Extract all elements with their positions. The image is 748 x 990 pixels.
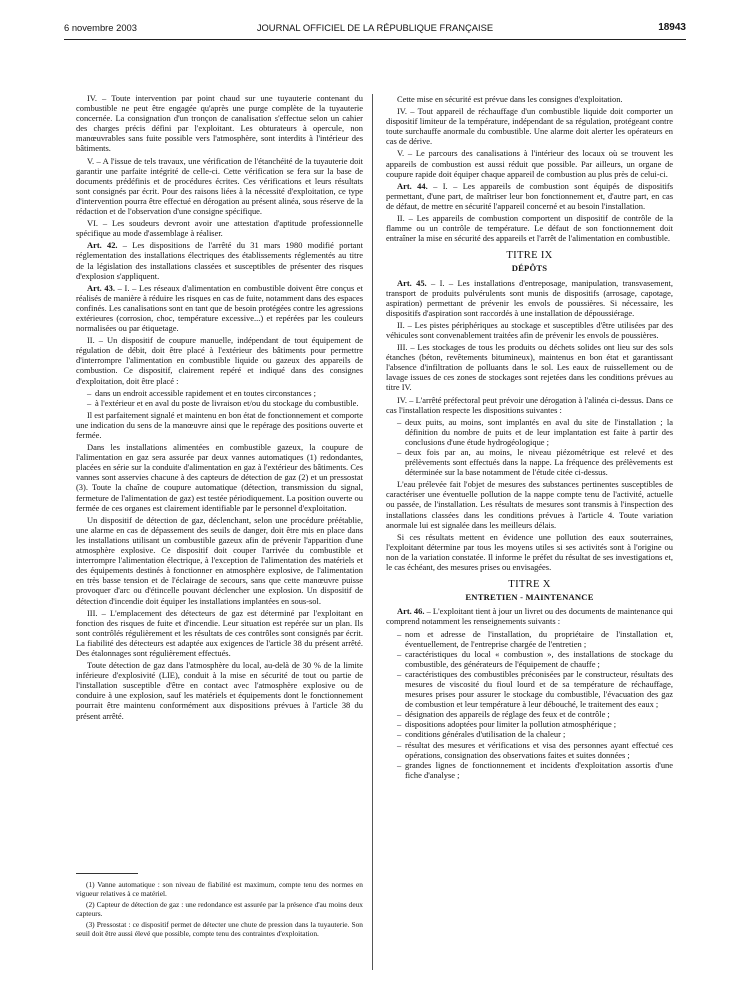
paragraph: IV. – Tout appareil de réchauffage d'un combustible liquide doit comporter un dispositif limiteur de la température, indépendant de sa régulation, protégeant contre toute surchauffe anormale du combustible. Une alarme doit alerter les opérateurs en cas de dérive. <box>386 106 673 147</box>
paragraph: II. – Les appareils de combustion comportent un dispositif de contrôle de la flamme ou un contrôle de température. Le défaut de son fonctionnement doit entraîner la mise en sécurité des appareils et l'arrêt de l'alimentation en combustible. <box>386 213 673 244</box>
dash-list <box>386 629 673 780</box>
list-item: – caractéristiques des combustibles préconisées par le constructeur, résultats des mesures de viscosité du fioul lourd et de sa température de réchauffage, mesures prises pour assurer le stockage du combustible, l'évacuation des gaz de combustion et leur température à leur débouché, le traitement des eaux ; <box>397 669 673 709</box>
paragraph: Si ces résultats mettent en évidence une pollution des eaux souterraines, l'exploitant détermine par tous les moyens utiles si ses activités sont à l'origine ou non de la variation constatée. Il informe le préfet du résultat de ses investigations et, le cas échéant, des mesures prises ou envisagées. <box>386 531 673 573</box>
paragraph: V. – Le parcours des canalisations à l'intérieur des locaux où se trouvent les appareils de combustion est aussi réduit que possible. Par ailleurs, un organe de coupure rapide doit équiper chaque appareil de combustion au plus près de celui-ci. <box>386 148 673 179</box>
list-item: – à l'extérieur et en aval du poste de livraison et/ou du stockage du combustible. <box>87 398 363 408</box>
footnote: (1) Vanne automatique : son niveau de fiabilité est maximum, compte tenu des normes en vigueur relatives à ce matériel. <box>76 880 363 899</box>
paragraph: Un dispositif de détection de gaz, déclenchant, selon une procédure préétablie, une alarme en cas de dépassement des seuils de danger, doit être mis en place dans les installations utilisant un combustible gazeux afin de prévenir l'apparition d'une atmosphère explosive. Ce dispositif doit couper l'arrivée du combustible et interrompre l'alimentation électrique, à l'exception de l'alimentation des matériels et des équipements destinés à fonctionner en atmosphère explosive, de l'alimentation en très basse tension et de l'éclairage de secours, sans que cette manœuvre puisse provoquer d'arc ou d'étincelle pouvant déclencher une explosion. Un dispositif de détection d'incendie doit équiper les installations implantées en sous-sol. <box>76 514 363 606</box>
article-label: Art. 42. <box>87 240 118 251</box>
footnote: (2) Capteur de détection de gaz : une redondance est assurée par la présence d'au moins deux capteurs. <box>76 900 363 919</box>
article-text: – Les dispositions de l'arrêté du 31 mars 1980 modifié portant réglementation des installations électriques des établissements réglementés au titre de la législation des installations classées et susceptibles de présenter des risques d'explosion s'appliquent. <box>76 240 363 281</box>
article-43 <box>76 283 363 333</box>
article-label: Art. 46. <box>397 606 425 617</box>
footnote-rule <box>76 873 138 874</box>
paragraph: II. – Un dispositif de coupure manuelle, indépendant de tout équipement de régulation de débit, doit être placé à l'extérieur des bâtiments pour permettre d'interrompre l'alimentation en combustible liquide ou gazeux des appareils de combustion. Ce dispositif, clairement repéré et indiqué dans des consignes d'exploitation, doit être placé : <box>76 335 363 386</box>
header-date: 6 novembre 2003 <box>64 22 137 33</box>
article-44 <box>386 181 673 211</box>
list-item: – grandes lignes de fonctionnement et incidents d'exploitation assortis d'une fiche d'analyse ; <box>397 760 673 780</box>
article-text: – L'exploitant tient à jour un livret ou des documents de maintenance qui comprend notamment les renseignements suivants : <box>386 606 673 627</box>
paragraph: V. – A l'issue de tels travaux, une vérification de l'étanchéité de la tuyauterie doit garantir une parfaite intégrité de celle-ci. Cette vérification se fera sur la base de documents prédéfinis et de procédures écrites. Ces vérifications et leurs résultats sont consignés par écrit. Pour des raisons liées à la nécessité d'exploitation, ce type d'intervention pourra être effectué en dérogation au présent alinéa, sous réserve de la rédaction et de l'observation d'une consigne spécifique. <box>76 155 363 217</box>
left-column <box>76 93 363 929</box>
list-item: – dispositions adoptées pour limiter la pollution atmosphérique ; <box>397 719 673 729</box>
section-subtitle: DÉPÔTS <box>511 263 548 274</box>
right-column <box>386 94 673 972</box>
article-label: Art. 45. <box>397 277 427 288</box>
footnotes <box>76 880 363 941</box>
list-item: – deux fois par an, au moins, le niveau piézométrique est relevé et des prélèvements sont effectués dans la nappe. La fréquence des prélèvements est déterminée sur la base notamment de l'étude citée ci-dessus. <box>397 447 673 477</box>
paragraph: L'eau prélevée fait l'objet de mesures des substances pertinentes susceptibles de caractériser une éventuelle pollution de la nappe compte tenu de l'activité, actuelle ou passée, de l'installation. Les résultats de mesures sont transmis à l'inspection des installations classées dans les conditions prévues à l'article 4. Toute variation anormale lui est signalée dans les meilleurs délais. <box>386 479 673 530</box>
list-item: – nom et adresse de l'installation, du propriétaire de l'installation et, éventuellement, de l'entreprise chargée de l'entretien ; <box>397 629 673 649</box>
paragraph: IV. – L'arrêté préfectoral peut prévoir une dérogation à l'alinéa ci-dessus. Dans ce cas l'installation respecte les dispositions suivantes : <box>386 394 673 415</box>
header-rule <box>64 39 686 40</box>
list-item: – résultat des mesures et vérifications et visa des personnes ayant effectué ces opérations, consignation des observations faites et suites données ; <box>397 740 673 760</box>
article-46 <box>386 606 673 626</box>
article-45 <box>386 278 673 318</box>
paragraph: IV. – Toute intervention par point chaud sur une tuyauterie contenant du combustible ne peut être engagée qu'après une purge complète de la tuyauterie concernée. La consignation d'un tronçon de canalisation s'effectue selon un cahier des charges précis défini par l'exploitant. Les obturateurs à opercule, non manœuvrables sans fuite possible vers l'atmosphère, sont interdits à l'intérieur des bâtiments. <box>76 93 363 154</box>
section-subtitle: ENTRETIEN - MAINTENANCE <box>465 592 594 603</box>
paragraph: III. – L'emplacement des détecteurs de gaz est déterminé par l'exploitant en fonction des risques de fuite et d'incendie. Leur situation est repérée sur un plan. Ils sont contrôlés régulièrement et les résultats de ces contrôles sont consignés par écrit. La fiabilité des détecteurs est adaptée aux exigences de l'article 38 du présent arrêté. Des étalonnages sont régulièrement effectués. <box>76 607 363 658</box>
column-divider <box>372 94 373 970</box>
article-label: Art. 44. <box>397 180 428 191</box>
paragraph: VI. – Les soudeurs devront avoir une attestation d'aptitude professionnelle spécifique au mode d'assemblage à réaliser. <box>76 218 363 239</box>
article-text: – I. – Les installations d'entreposage, manipulation, transvasement, transport de produits pulvérulents sont munis de dispositifs (arrosage, capotage, aspiration) permettant de prévenir les envols de poussières. Si nécessaire, les dispositifs d'aspiration sont raccordés à une installation de dépoussiérage. <box>386 277 673 318</box>
dash-list <box>76 388 363 408</box>
paragraph: Dans les installations alimentées en combustible gazeux, la coupure de l'alimentation en gaz sera assurée par deux vannes automatiques (1) redondantes, placées en série sur la conduite d'alimentation en gaz à l'extérieur des bâtiments. Ces vannes sont asservies chacune à des capteurs de détection de gaz (2) et un pressostat (3). Toute la chaîne de coupure automatique (détection, transmission du signal, fermeture de l'alimentation de gaz) est testée périodiquement. La position ouverte ou fermée de ces organes est clairement identifiable par le personnel d'exploitation. <box>76 442 363 513</box>
paragraph: III. – Les stockages de tous les produits ou déchets solides ont lieu sur des sols étanches (béton, revêtements bitumineux), maintenus en bon état et garantissant l'absence d'infiltration de polluants dans le sol. Les eaux de ruissellement ou de lavage issues de ces zones de stockages sont rejetées dans les conditions prévues au titre IV. <box>386 342 673 393</box>
dash-list <box>386 417 673 478</box>
page-header <box>64 22 686 36</box>
list-item: – caractéristiques du local « combustion », des installations de stockage du combustible, des générateurs de l'équipement de chauffe ; <box>397 649 673 669</box>
article-text: – I. – Les appareils de combustion sont équipés de dispositifs permettant, d'une part, de maîtriser leur bon fonctionnement et, d'autre part, en cas de défaut, de mettre en sécurité l'appareil concerné et au besoin l'installation. <box>386 180 673 211</box>
paragraph: Toute détection de gaz dans l'atmosphère du local, au-delà de 30 % de la limite inférieure d'explosivité (LIE), conduit à la mise en sécurité de tout ou partie de l'installation susceptible d'être en contact avec l'atmosphère explosive ou de conduire à une explosion, sauf les matériels et équipements dont le fonctionnement pourrait être maintenu conformément aux dispositions prévues à l'article 38 du présent arrêté. <box>76 660 363 721</box>
paragraph: II. – Les pistes périphériques au stockage et susceptibles d'être utilisées par des véhicules sont convenablement traitées afin de prévenir les envols de poussières. <box>386 319 673 340</box>
page-number: 18943 <box>658 22 686 33</box>
list-item: – deux puits, au moins, sont implantés en aval du site de l'installation ; la définition du nombre de puits et de leur implantation est faite à partir des conclusions d'une étude hydrogéologique ; <box>397 417 673 447</box>
footnote: (3) Pressostat : ce dispositif permet de détecter une chute de pression dans la tuyauterie. Son seuil doit être aussi élevé que possible, compte tenu des contraintes d'exploitation. <box>76 920 363 939</box>
paragraph: Il est parfaitement signalé et maintenu en bon état de fonctionnement et comporte une indication du sens de la manœuvre ainsi que le repérage des positions ouverte et fermée. <box>76 409 363 440</box>
journal-title: JOURNAL OFFICIEL DE LA RÉPUBLIQUE FRANÇAISE <box>256 22 494 33</box>
list-item: – conditions générales d'utilisation de la chaleur ; <box>397 729 673 739</box>
article-text: – I. – Les réseaux d'alimentation en combustible doivent être conçus et réalisés de manière à réduire les risques en cas de fuite, notamment dans des espaces confinés. Les canalisations sont en tant que de besoin protégées contre les agressions extérieures (corrosion, choc, température excessive...) et repérées par les couleurs normalisées ou par étiquetage. <box>76 282 363 334</box>
section-title: TITRE X <box>508 579 551 591</box>
list-item: – désignation des appareils de réglage des feux et de contrôle ; <box>397 709 673 719</box>
list-item: – dans un endroit accessible rapidement et en toutes circonstances ; <box>87 388 363 398</box>
article-42 <box>76 240 363 280</box>
paragraph: Cette mise en sécurité est prévue dans les consignes d'exploitation. <box>397 94 623 104</box>
article-label: Art. 43. <box>87 282 115 293</box>
section-title: TITRE IX <box>506 250 553 262</box>
